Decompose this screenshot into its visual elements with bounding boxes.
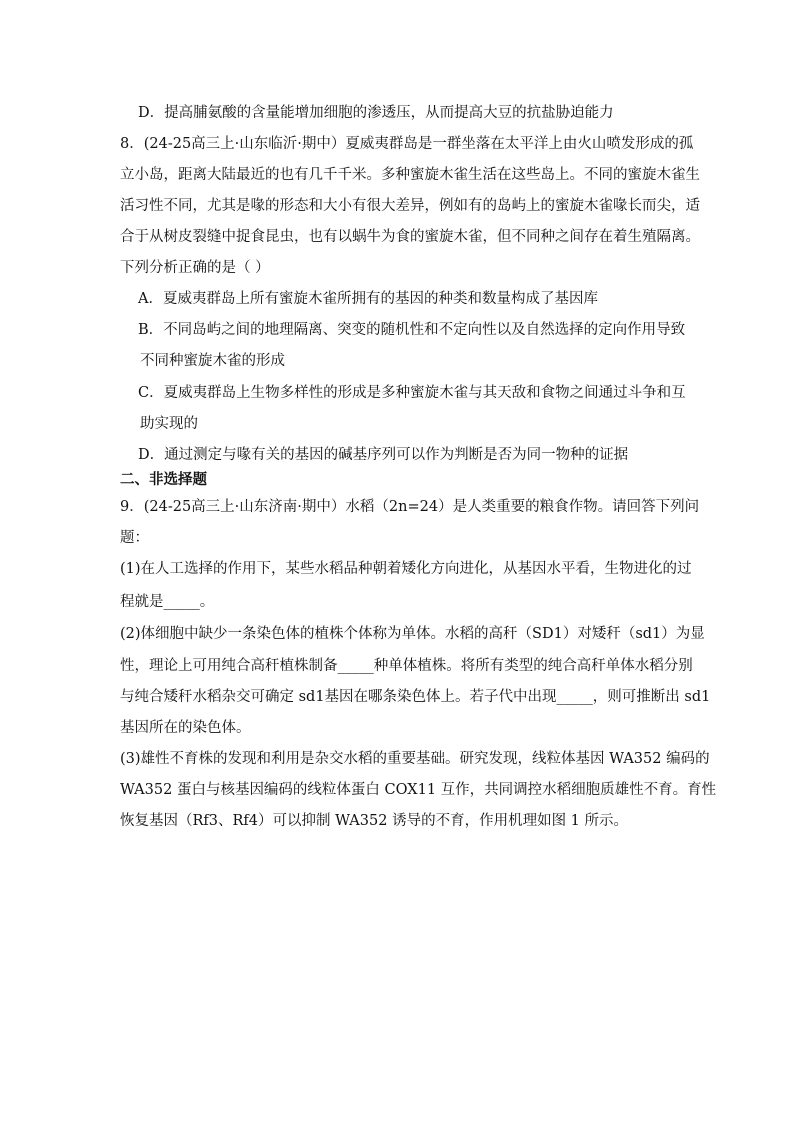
q8-option-b-line-2: 不同种蜜旋木雀的形成	[140, 353, 285, 369]
q9-part2-line-4: 基因所在的染色体。	[120, 720, 251, 736]
q8-option-c-line-2: 助实现的	[140, 416, 198, 432]
q9-part2-line-2: 性，理论上可用纯合高秆植株制备_____种单体植株。将所有类型的纯合高秆单体水稻分别	[120, 658, 693, 674]
q8-stem-line-2: 立小岛，距离大陆最近的也有几千千米。多种蜜旋木雀生活在这些岛上。不同的蜜旋木雀生	[120, 167, 700, 183]
q9-part3-line-2: WA352 蛋白与核基因编码的线粒体蛋白 COX11 互作，共同调控水稻细胞质雄性不育。育性	[120, 782, 717, 798]
q8-option-c-line-1: C．夏威夷群岛上生物多样性的形成是多种蜜旋木雀与其天敌和食物之间通过斗争和互	[138, 385, 686, 401]
q8-option-d: D．通过测定与喙有关的基因的碱基序列可以作为判断是否为同一物种的证据	[138, 447, 629, 463]
q9-part3-line-1: (3)雄性不育株的发现和利用是杂交水稻的重要基础。研究发现，线粒体基因 WA352 编码的	[120, 751, 710, 767]
q9-part1-line-2: 程就是_____。	[120, 594, 215, 610]
section-heading: 二、非选择题	[120, 471, 207, 488]
q7-option-d: D．提高脯氨酸的含量能增加细胞的渗透压，从而提高大豆的抗盐胁迫能力	[138, 105, 614, 121]
q9-stem-line-2: 题：	[120, 530, 149, 546]
q8-stem-line-3: 活习性不同，尤其是喙的形态和大小有很大差异，例如有的岛屿上的蜜旋木雀喙长而尖，适	[120, 198, 700, 214]
q8-stem-line-1: 8．(24-25高三上·山东临沂·期中）夏威夷群岛是一群坐落在太平洋上由火山喷发形成的孤	[120, 136, 694, 152]
q9-part3-line-3: 恢复基因（Rf3、Rf4）可以抑制 WA352 诱导的不育，作用机理如图 1 所示。	[120, 813, 629, 829]
q9-part1-line-1: (1)在人工选择的作用下，某些水稻品种朝着矮化方向进化，从基因水平看，生物进化的过	[120, 561, 692, 577]
q8-stem-line-4: 合于从树皮裂缝中捉食昆虫，也有以蜗牛为食的蜜旋木雀，但不同种之间存在着生殖隔离。	[120, 229, 700, 245]
q8-option-a: A．夏威夷群岛上所有蜜旋木雀所拥有的基因的种类和数量构成了基因库	[138, 291, 598, 307]
q8-stem-line-5: 下列分析正确的是（ ）	[120, 260, 270, 276]
q9-stem-line-1: 9．(24-25高三上·山东济南·期中）水稻（2n=24）是人类重要的粮食作物。请回答下列问	[120, 499, 700, 515]
q8-option-b-line-1: B．不同岛屿之间的地理隔离、突变的随机性和不定向性以及自然选择的定向作用导致	[138, 322, 686, 338]
q9-part2-line-3: 与纯合矮秆水稻杂交可确定 sd1基因在哪条染色体上。若子代中出现_____，则可推断出 sd1	[120, 689, 711, 705]
q9-part2-line-1: (2)体细胞中缺少一条染色体的植株个体称为单体。水稻的高秆（SD1）对矮秆（sd1）为显	[120, 626, 705, 642]
